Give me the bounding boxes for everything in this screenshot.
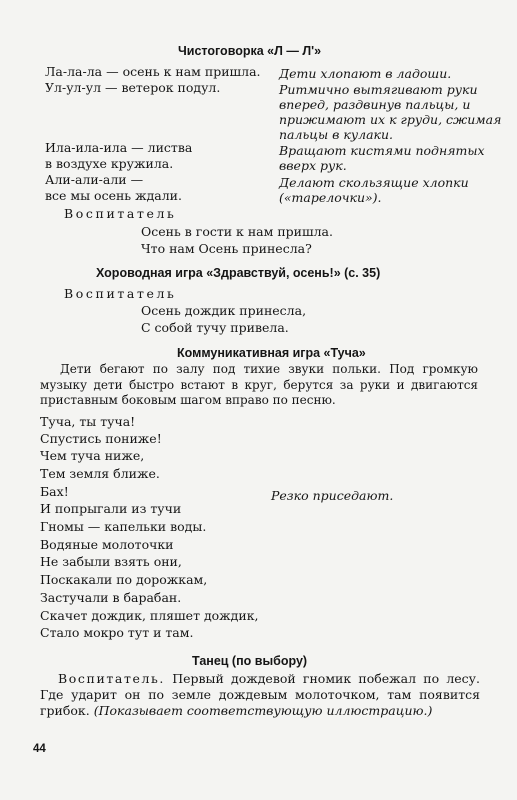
song-line: Чем туча ниже, <box>40 448 145 463</box>
song-line: Спустись пониже! <box>40 431 162 446</box>
section-title-tanets: Танец (по выбору) <box>192 654 308 668</box>
speaker-label: Воспитатель <box>64 286 177 301</box>
speech-line: Осень в гости к нам пришла. <box>141 224 333 239</box>
closing-paragraph <box>40 671 480 719</box>
song-line: Застучали в барабан. <box>40 590 182 605</box>
page-number: 44 <box>33 743 46 755</box>
narration-text: Первый дождевой гномик побежал по лесу. Где ударит он по земле дождевым молоточком, там появится грибок. <box>40 671 480 718</box>
stage-direction: Дети хлопают в ладоши. <box>279 66 452 81</box>
stage-direction: Резко приседают. <box>271 488 394 503</box>
song-line: И попрыгали из тучи <box>40 501 182 516</box>
section-title-tucha: Коммуникативная игра «Туча» <box>177 346 366 360</box>
song-line: Скачет дождик, пляшет дождик, <box>40 608 259 623</box>
section-title-khorovod: Хороводная игра «Здравствуй, осень!» (с. 35) <box>96 266 381 280</box>
verse-line: Али-али-али — <box>45 172 144 187</box>
verse-line: Ла-ла-ла — осень к нам пришла. <box>45 64 261 79</box>
song-line: Поскакали по дорожкам, <box>40 572 208 587</box>
intro-paragraph: Дети бегают по залу под тихие звуки польки. Под громкую музыку дети быстро встают в круг, берутся за руки и двигаются приставным боковым шагом вправо по песню. <box>40 362 478 407</box>
stage-direction: («тарелочки»). <box>279 190 382 205</box>
song-line: Тем земля ближе. <box>40 466 160 481</box>
song-line: Гномы — капельки воды. <box>40 519 207 534</box>
section-title-chistogovorka: Чистоговорка «Л — Л'» <box>178 44 322 58</box>
verse-line: все мы осень ждали. <box>45 188 182 203</box>
song-line: Не забыли взять они, <box>40 554 182 569</box>
verse-line: Ила-ила-ила — листва <box>45 140 193 155</box>
stage-direction: Вращают кистями поднятых <box>279 143 485 158</box>
song-line: Бах! <box>40 484 69 499</box>
speaker-label: Воспитатель. <box>58 671 165 686</box>
song-line: Стало мокро тут и там. <box>40 625 194 640</box>
stage-direction: прижимают их к груди, сжимая <box>279 112 502 127</box>
stage-direction: Делают скользящие хлопки <box>279 175 469 190</box>
speaker-label: Воспитатель <box>64 206 177 221</box>
verse-line: в воздухе кружила. <box>45 156 174 171</box>
verse-line: Ул-ул-ул — ветерок подул. <box>45 80 221 95</box>
speech-line: Что нам Осень принесла? <box>141 241 312 256</box>
speech-line: С собой тучу привела. <box>141 320 289 335</box>
stage-direction: вперед, раздвинув пальцы, и <box>279 97 471 112</box>
stage-direction: вверх рук. <box>279 158 347 173</box>
speech-line: Осень дождик принесла, <box>141 303 307 318</box>
song-line: Туча, ты туча! <box>40 414 136 429</box>
stage-direction: (Показывает соответствующую иллюстрацию.) <box>93 703 433 718</box>
stage-direction: Ритмично вытягивают руки <box>279 82 478 97</box>
song-line: Водяные молоточки <box>40 537 174 552</box>
stage-direction: пальцы в кулаки. <box>279 127 394 142</box>
